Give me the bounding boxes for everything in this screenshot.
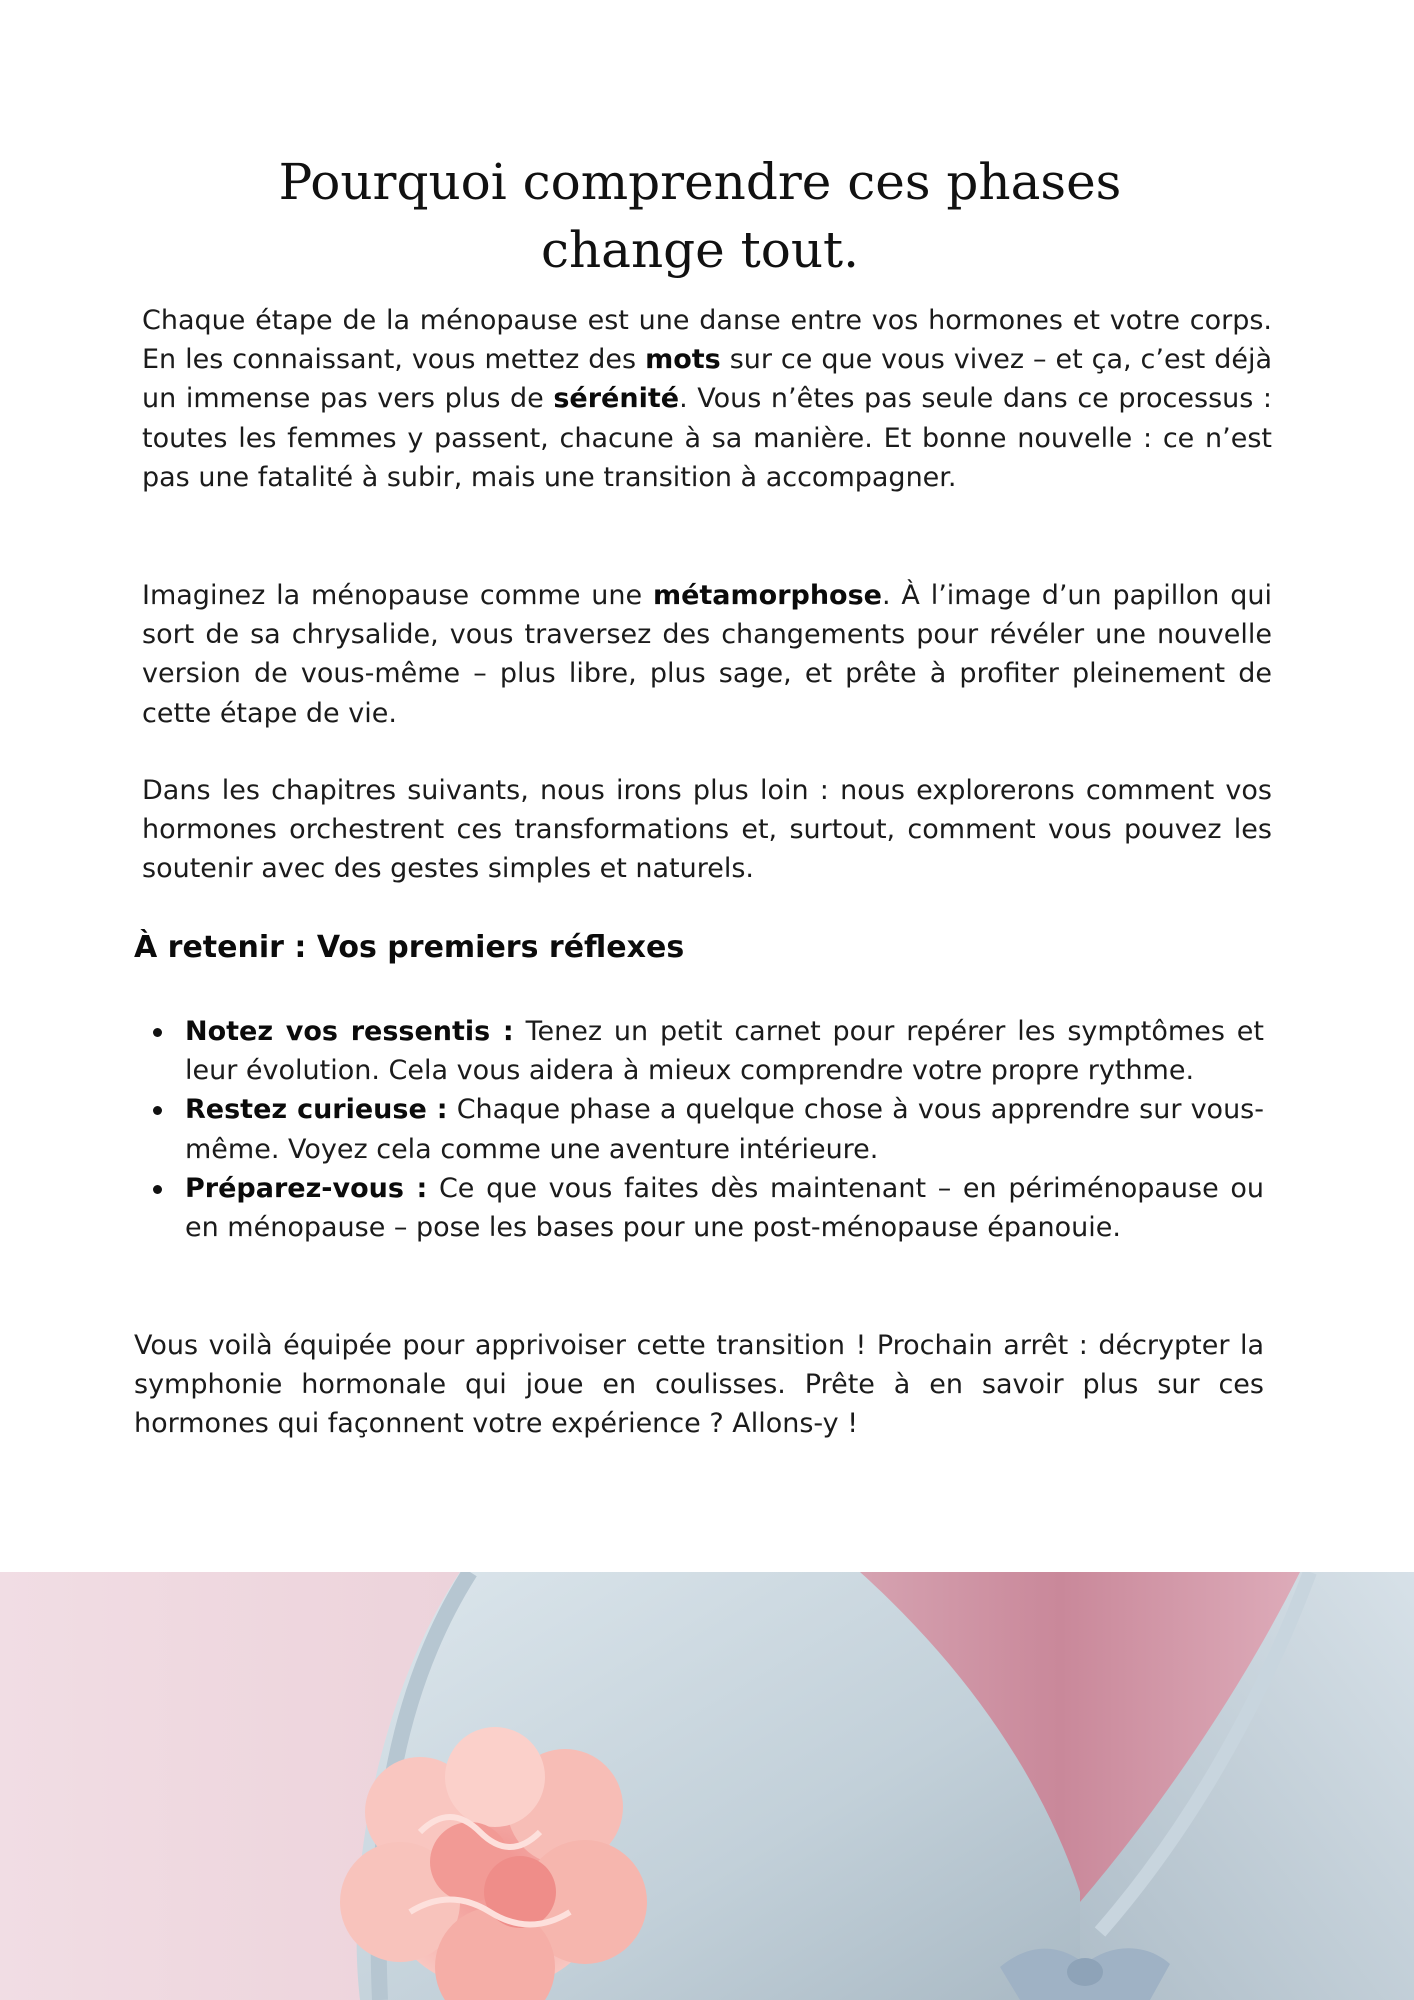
page-title: Pourquoi comprendre ces phases change tout. <box>278 153 1122 279</box>
paragraph-text: . À l’image d’un papillon qui sort de sa chrysalide, vous traversez des changements pour révéler une nouvelle version de vous-même – plus libre, plus sage, et prête à profiter pleinement de cette étape de vie. <box>142 580 1272 729</box>
list-item-text: Chaque phase a quelque chose à vous apprendre sur vous-même. Voyez cela comme une aventure intérieure. <box>185 1094 1264 1165</box>
paragraph-text: sur ce que vous vivez – et ça, c’est déjà un immense pas vers plus de <box>142 344 1272 415</box>
list-item-label: Restez curieuse : <box>185 1094 448 1126</box>
paragraph-text: Dans les chapitres suivants, nous irons plus loin : nous explorerons comment vos hormones orchestrent ces transformations et, surtout, comment vous pouvez les soutenir avec des gestes simples et naturels. <box>142 775 1272 885</box>
list-item-text: Tenez un petit carnet pour repérer les symptômes et leur évolution. Cela vous aidera à mieux comprendre votre propre rythme. <box>185 1016 1264 1087</box>
list-item <box>185 1090 1264 1168</box>
list-item-label: Notez vos ressentis : <box>185 1016 514 1047</box>
takeaways-heading: À retenir : Vos premiers réflexes <box>134 930 685 965</box>
carnation-bra-photo <box>0 1572 1414 2000</box>
body-paragraph-3 <box>142 771 1272 889</box>
list-item <box>185 1169 1264 1247</box>
paragraph-text: Imaginez la ménopause comme une <box>142 580 653 611</box>
body-paragraph-1 <box>142 301 1272 497</box>
emphasis-text: mots <box>645 344 721 376</box>
closing-paragraph: Vous voilà équipée pour apprivoiser cette transition ! Prochain arrêt : décrypter la symphonie hormonale qui joue en coulisses. Prête à en savoir plus sur ces hormones qui façonnent votre expérience ? Allons-y ! <box>134 1330 1264 1440</box>
body-paragraph-2 <box>142 576 1272 733</box>
emphasis-text: sérénité <box>553 383 680 415</box>
paragraph-text: . Vous n’êtes pas seule dans ce processus : toutes les femmes y passent, chacune à sa manière. Et bonne nouvelle : ce n’est pas une fatalité à subir, mais une transition à accompagner. <box>142 383 1272 493</box>
list-item-text: Ce que vous faites dès maintenant – en périménopause ou en ménopause – pose les bases pour une post-ménopause épanouie. <box>185 1172 1265 1244</box>
emphasis-text: métamorphose <box>652 580 882 611</box>
list-item <box>185 1012 1264 1090</box>
paragraph-text: Chaque étape de la ménopause est une danse entre vos hormones et votre corps. En les connaissant, vous mettez des <box>142 305 1272 376</box>
list-item-label: Préparez-vous : <box>185 1172 428 1204</box>
takeaways-list <box>134 1012 1264 1247</box>
